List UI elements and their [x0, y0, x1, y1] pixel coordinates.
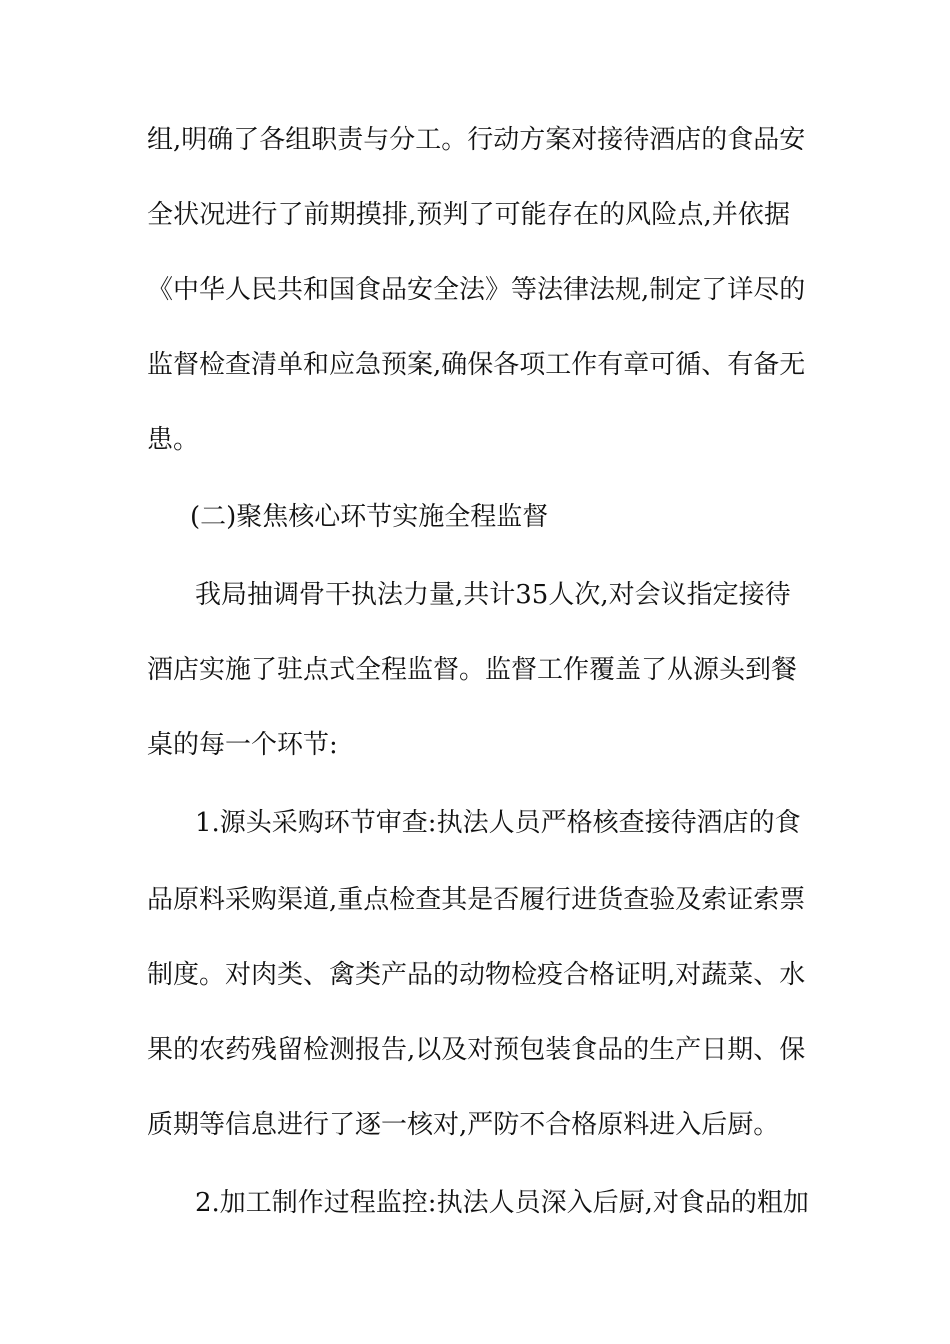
paragraph-line: 质期等信息进行了逐一核对,严防不合格原料进入后厨。 [147, 1110, 780, 1140]
paragraph-line: 桌的每一个环节: [147, 730, 338, 760]
paragraph-line: 监督检查清单和应急预案,确保各项工作有章可循、有备无 [147, 350, 806, 380]
paragraph-line: 酒店实施了驻点式全程监督。监督工作覆盖了从源头到餐 [147, 655, 798, 685]
section-heading: (二)聚焦核心环节实施全程监督 [190, 502, 549, 532]
list-item-line: 2.加工制作过程监控:执法人员深入后厨,对食品的粗加 [195, 1188, 809, 1218]
list-item-line: 1.源头采购环节审查:执法人员严格核查接待酒店的食 [195, 808, 801, 838]
paragraph-line: 我局抽调骨干执法力量,共计35人次,对会议指定接待 [195, 580, 791, 610]
paragraph-line: 果的农药残留检测报告,以及对预包装食品的生产日期、保 [147, 1035, 806, 1065]
paragraph-line: 患。 [147, 425, 200, 455]
paragraph-line: 全状况进行了前期摸排,预判了可能存在的风险点,并依据 [147, 200, 790, 230]
paragraph-line: 《中华人民共和国食品安全法》等法律法规,制定了详尽的 [147, 275, 806, 305]
paragraph-line: 品原料采购渠道,重点检查其是否履行进货查验及索证索票 [147, 885, 806, 915]
paragraph-line: 制度。对肉类、禽类产品的动物检疫合格证明,对蔬菜、水 [147, 960, 806, 990]
paragraph-line: 组,明确了各组职责与分工。行动方案对接待酒店的食品安 [147, 125, 806, 155]
